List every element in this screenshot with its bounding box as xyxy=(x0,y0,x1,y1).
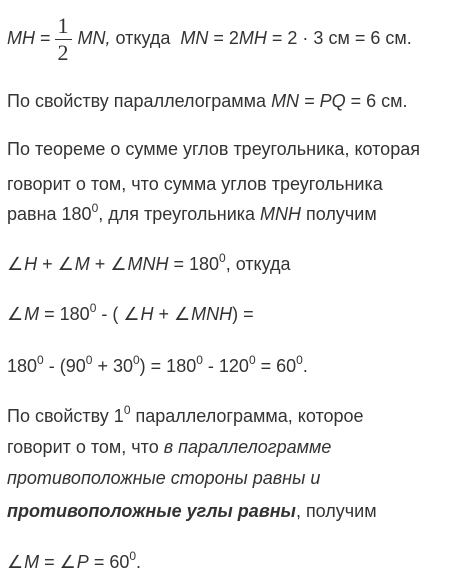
var-mh: MH xyxy=(7,28,35,48)
angle-icon: ∠ xyxy=(59,552,76,572)
angle-icon: ∠ xyxy=(57,254,74,274)
property-text-line-3: противоположные стороны равны и xyxy=(7,468,321,488)
theorem-text-line-3: равна $180^0$, для треугольника MNH получим xyxy=(7,201,377,224)
angle-sum-equation: ∠H + ∠M + ∠MNH = $180^0$, откуда xyxy=(7,251,291,274)
theorem-text-line-2: говорит о том, что сумма углов треугольника xyxy=(7,174,383,194)
numeric-calculation: $180^0 - (90^0 + 30^0) = 180^0 - 120^0 = 60^0$. xyxy=(7,353,308,376)
angle-icon: ∠ xyxy=(123,304,140,324)
parallelogram-property-line: По свойству параллелограмма MN = PQ = 6 см. xyxy=(7,91,408,111)
property-text-line-2: говорит о том, что в параллелограмме xyxy=(7,437,332,457)
angle-icon: ∠ xyxy=(110,254,127,274)
theorem-text-line-1: По теореме о сумме углов треугольника, которая xyxy=(7,139,420,159)
angle-m-equation: ∠M = $180^0$ - ( ∠H + ∠MNH) = xyxy=(7,301,254,324)
final-answer: ∠M = ∠P = $60^0$. xyxy=(7,549,142,572)
angle-icon: ∠ xyxy=(7,254,24,274)
property-text-line-4: противоположные углы равны, получим xyxy=(7,501,377,521)
angle-icon: ∠ xyxy=(7,304,24,324)
angle-icon: ∠ xyxy=(174,304,191,324)
property-text-line-1: По свойству $1^0$ параллелограмма, которое xyxy=(7,403,364,426)
angle-icon: ∠ xyxy=(7,552,24,572)
fraction-one-half: $\frac{1}{2}$ xyxy=(55,15,72,64)
equation-mh: MH = $\frac{1}{2}$ MN, откуда MN = 2MH = 2 · 3 см = 6 см. xyxy=(7,12,412,65)
